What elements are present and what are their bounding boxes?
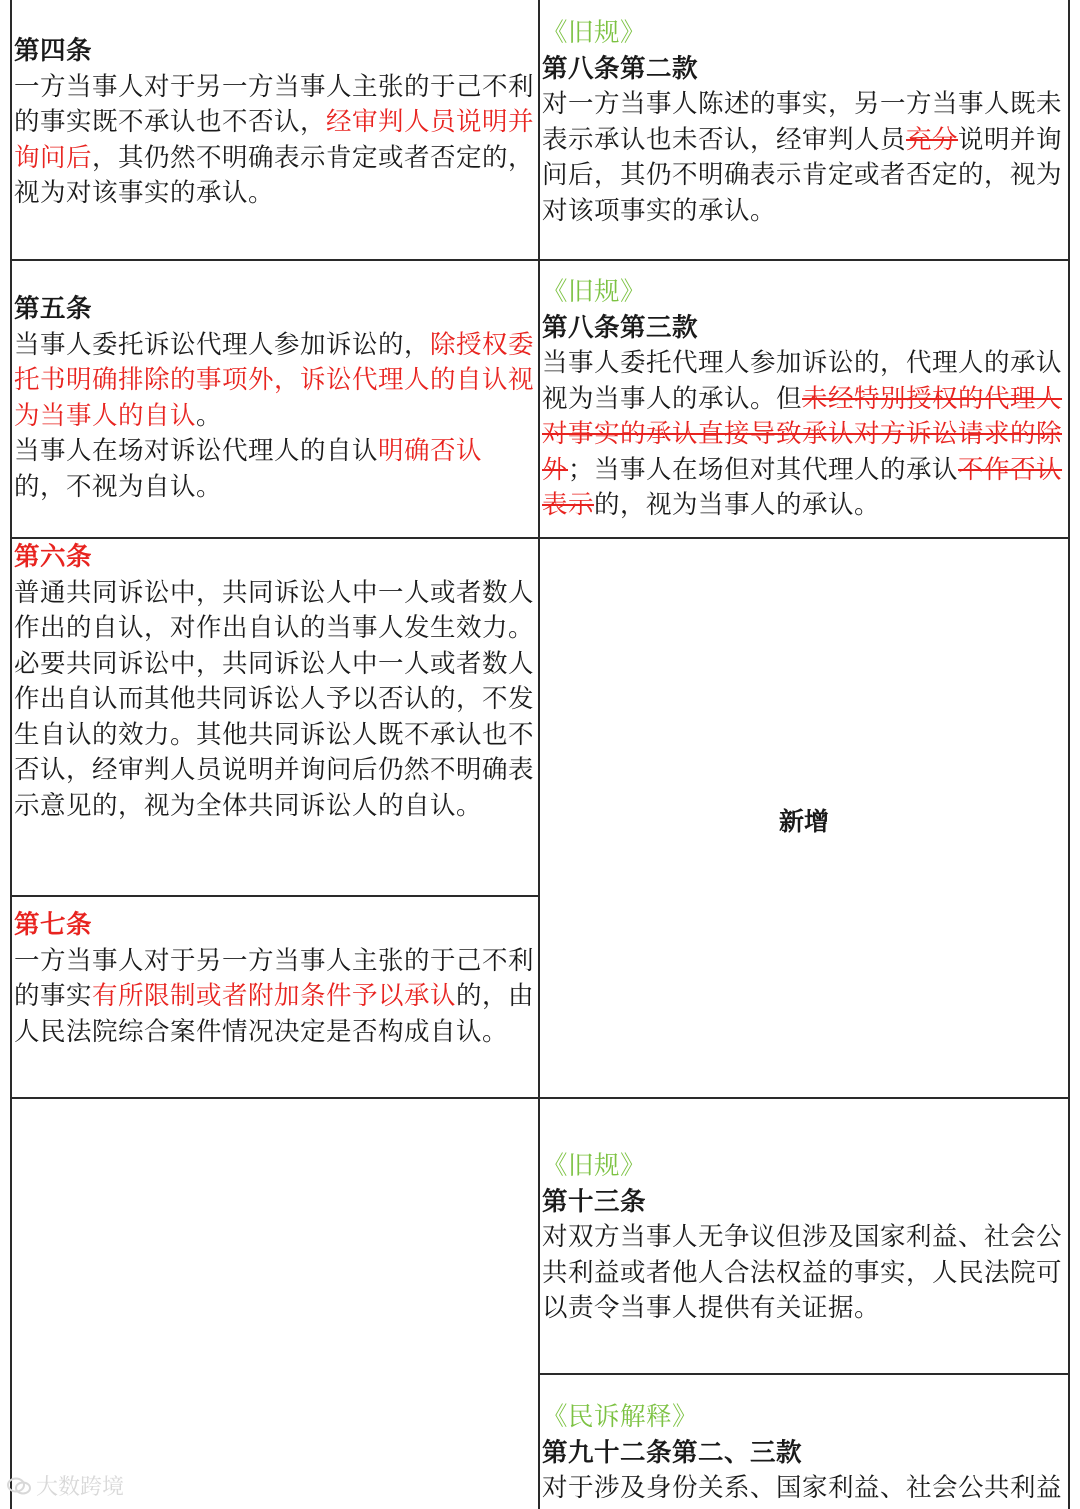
old-rule-13-title: 第十三条 <box>542 1186 647 1217</box>
right-divider-old-civil <box>538 1373 1070 1375</box>
article-7-title: 第七条 <box>14 910 93 940</box>
article-6-para-2: 必要共同诉讼中，共同诉讼人中一人或者数人作出自认而其他共同诉讼人予以否认的，不发生自认的效力。其他共同诉讼人既不承认也不否认，经审判人员说明并询问后仍然不明确表示意见的，视为全体共同诉讼人的自认。 <box>14 648 535 821</box>
row-divider-2 <box>10 537 1070 539</box>
article-5-new-text: 除授权委托书明确排除的事项外，诉讼代理人的自认视为当事人的自认 <box>14 329 535 431</box>
row-divider-3 <box>10 1097 1070 1099</box>
source-label: 《旧规》 <box>542 277 647 307</box>
article-5-para-2: 当事人在场对诉讼代理人的自认明确否认的，不视为自认。 <box>14 436 483 502</box>
source-label: 《旧规》 <box>542 1151 647 1181</box>
old-rule-8-3-title: 第八条第三款 <box>542 312 699 343</box>
old-rule-8-2-cell <box>542 16 1066 229</box>
watermark-text: 大数跨境 <box>36 1475 125 1500</box>
table-border-left <box>10 0 12 1509</box>
new-addition-label: 新增 <box>778 807 829 836</box>
table-border-right <box>1068 0 1070 1509</box>
watermark <box>6 1470 124 1501</box>
wechat-logo-icon <box>6 1476 32 1496</box>
table-border-middle <box>538 0 540 1509</box>
source-label: 《民诉解释》 <box>542 1402 699 1432</box>
source-label: 《旧规》 <box>542 18 647 48</box>
civil-interpretation-92-text: 对于涉及身份关系、国家利益、社会公共利益 <box>542 1473 1063 1503</box>
old-rule-8-3-cell <box>542 275 1066 524</box>
old-rule-8-2-text: 对一方当事人陈述的事实，另一方当事人既未表示承认也未否认，经审判人员充分说明并询问后，其仍不明确表示肯定或者否定的，视为对该项事实的承认。 <box>542 89 1063 226</box>
article-4-title: 第四条 <box>14 36 93 66</box>
old-rule-13-text: 对双方当事人无争议但涉及国家利益、社会公共利益或者他人合法权益的事实，人民法院可以责令当事人提供有关证据。 <box>542 1222 1063 1323</box>
article-6-para-1: 普通共同诉讼中，共同诉讼人中一人或者数人作出的自认，对作出自认的当事人发生效力。 <box>14 577 535 643</box>
left-divider-6-7 <box>10 895 540 897</box>
civil-interpretation-92-title: 第九十二条第二、三款 <box>542 1437 803 1468</box>
old-rule-13-cell <box>542 1149 1066 1327</box>
old-rule-8-3-text: 当事人委托代理人参加诉讼的，代理人的承认视为当事人的承认。但未经特别授权的代理人对事实的承认直接导致承认对方诉讼请求的除外；当事人在场但对其代理人的承认不作否认表示的，视为当事人的承认。 <box>542 348 1063 520</box>
article-4-cell <box>14 34 536 212</box>
civil-interpretation-92-cell <box>542 1400 1066 1509</box>
article-4-new-text: 经审判人员说明并询问后 <box>14 107 535 173</box>
article-7-cell <box>14 908 536 1050</box>
article-6-cell <box>14 540 536 824</box>
article-7-new-text: 有所限制或者附加条件予以承认 <box>92 981 457 1011</box>
article-5-para-1: 当事人委托诉讼代理人参加诉讼的，除授权委托书明确排除的事项外，诉讼代理人的自认视为当事人的自认。 <box>14 329 535 431</box>
article-5-cell <box>14 292 536 505</box>
deleted-text: 充分 <box>906 124 959 155</box>
article-5-new-text-2: 明确否认 <box>378 436 483 466</box>
article-4-text: 一方当事人对于另一方当事人主张的于己不利的事实既不承认也不否认，经审判人员说明并询问后，其仍然不明确表示肯定或者否定的，视为对该事实的承认。 <box>14 71 535 208</box>
deleted-text-2: 不作否认表示 <box>542 454 1063 520</box>
article-5-title: 第五条 <box>14 294 93 324</box>
deleted-text: 未经特别授权的代理人对事实的承认直接导致承认对方诉讼请求的除外 <box>542 383 1063 485</box>
row-divider-1 <box>10 259 1070 261</box>
article-6-title: 第六条 <box>14 542 93 572</box>
old-rule-8-2-title: 第八条第二款 <box>542 53 699 84</box>
article-7-text: 一方当事人对于另一方当事人主张的于己不利的事实有所限制或者附加条件予以承认的，由人民法院综合案件情况决定是否构成自认。 <box>14 945 535 1047</box>
